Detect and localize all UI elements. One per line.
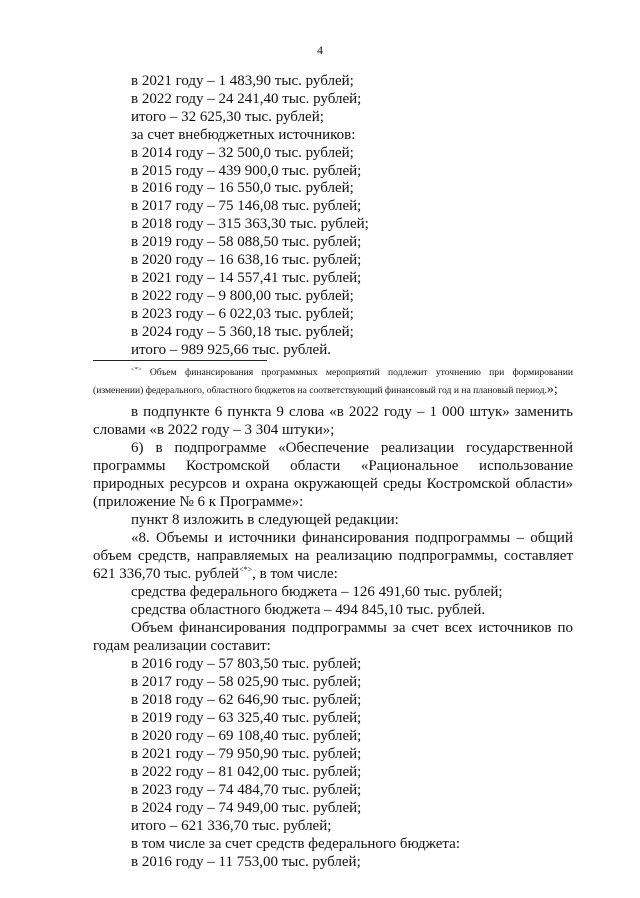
list-item: в 2020 году – 16 638,16 тыс. рублей; [131,252,362,269]
list-item: в 2022 году – 9 800,00 тыс. рублей; [131,287,354,304]
list-item: в 2016 году – 11 753,00 тыс. рублей; [131,854,361,870]
footnote-closing: »; [546,382,558,397]
paragraph-subprogram: 6) в подпрограмме «Обеспечение реализации государственной программы Костромской области «Рациональное использование природных ресурсов и охрана окружающей среды Костромской области» (приложение № 6 к Программе»: [93,440,573,510]
list-item: средства федерального бюджета – 126 491,60 тыс. рублей; [131,584,503,600]
list-item: в 2016 году – 57 803,50 тыс. рублей; [131,656,362,672]
list-item: в том числе за счет средств федерального бюджета: [131,836,460,852]
list-item: в 2015 году – 439 900,0 тыс. рублей; [131,162,362,179]
list-item: в 2023 году – 74 484,70 тыс. рублей; [131,782,362,798]
list-item: в 2022 году – 24 241,40 тыс. рублей; [131,90,362,107]
footnote-text-2: (изменении) федерального, областного бюджетов на соответствующий финансовый год и на плановый период. [93,385,547,396]
list-item: в 2019 году – 58 088,50 тыс. рублей; [131,234,362,251]
paragraph-amendment: в подпункте 6 пункта 9 слова «в 2022 году – 1 000 штук» заменить словами «в 2022 году – 3 304 штуки»; [93,404,573,438]
paragraph-8-text: «8. Объемы и источники финансирования подпрограммы – общий объем средств, направляемых на реализацию подпрограммы, составляет 621 336,70 тыс. рублей [93,530,573,582]
list-item: средства областного бюджета – 494 845,10 тыс. рублей. [131,602,486,618]
list-item: за счет внебюджетных источников: [131,126,356,143]
page-number: 4 [317,43,323,57]
footnote-marker: <*> [131,365,142,373]
paragraph-8-volume [93,529,573,583]
list-item: в 2024 году – 5 360,18 тыс. рублей; [131,323,354,340]
footnote-line-2 [93,381,573,399]
paragraph-point-8: пункт 8 изложить в следующей редакции: [131,512,399,528]
list-item: итого – 32 625,30 тыс. рублей; [131,108,324,125]
footnote-divider [93,360,267,361]
list-item: в 2014 году – 32 500,0 тыс. рублей; [131,144,354,161]
footnote-line-1 [93,364,573,381]
list-item: итого – 621 336,70 тыс. рублей; [131,818,332,834]
list-item: в 2017 году – 58 025,90 тыс. рублей; [131,674,362,690]
list-item: в 2018 году – 62 646,90 тыс. рублей; [131,692,362,708]
list-item: итого – 989 925,66 тыс. рублей. [131,341,331,358]
list-item: в 2022 году – 81 042,00 тыс. рублей; [131,764,362,780]
list-item: в 2021 году – 79 950,90 тыс. рублей; [131,746,362,762]
list-item: в 2016 году – 16 550,0 тыс. рублей; [131,180,354,197]
footnote-text-1: Объем финансирования программных мероприятий подлежит уточнению при формировании [149,367,573,378]
funding-list-top [131,73,571,360]
list-item: в 2020 году – 69 108,40 тыс. рублей; [131,728,362,744]
list-item: в 2018 году – 315 363,30 тыс. рублей; [131,216,369,233]
footnote-ref-marker: <*> [239,565,253,574]
paragraph-8-tail: , в том числе: [252,566,338,582]
footnote [93,364,573,399]
list-item: в 2017 году – 75 146,08 тыс. рублей; [131,198,362,215]
main-text [93,403,573,871]
list-item: в 2021 году – 1 483,90 тыс. рублей; [131,73,354,89]
list-item: в 2021 году – 14 557,41 тыс. рублей; [131,269,362,286]
list-item: в 2019 году – 63 325,40 тыс. рублей; [131,710,362,726]
list-item: в 2024 году – 74 949,00 тыс. рублей; [131,800,362,816]
list-item: в 2023 году – 6 022,03 тыс. рублей; [131,305,354,322]
paragraph-volume-by-year: Объем финансирования подпрограммы за счет всех источников по годам реализации составит: [93,620,573,654]
